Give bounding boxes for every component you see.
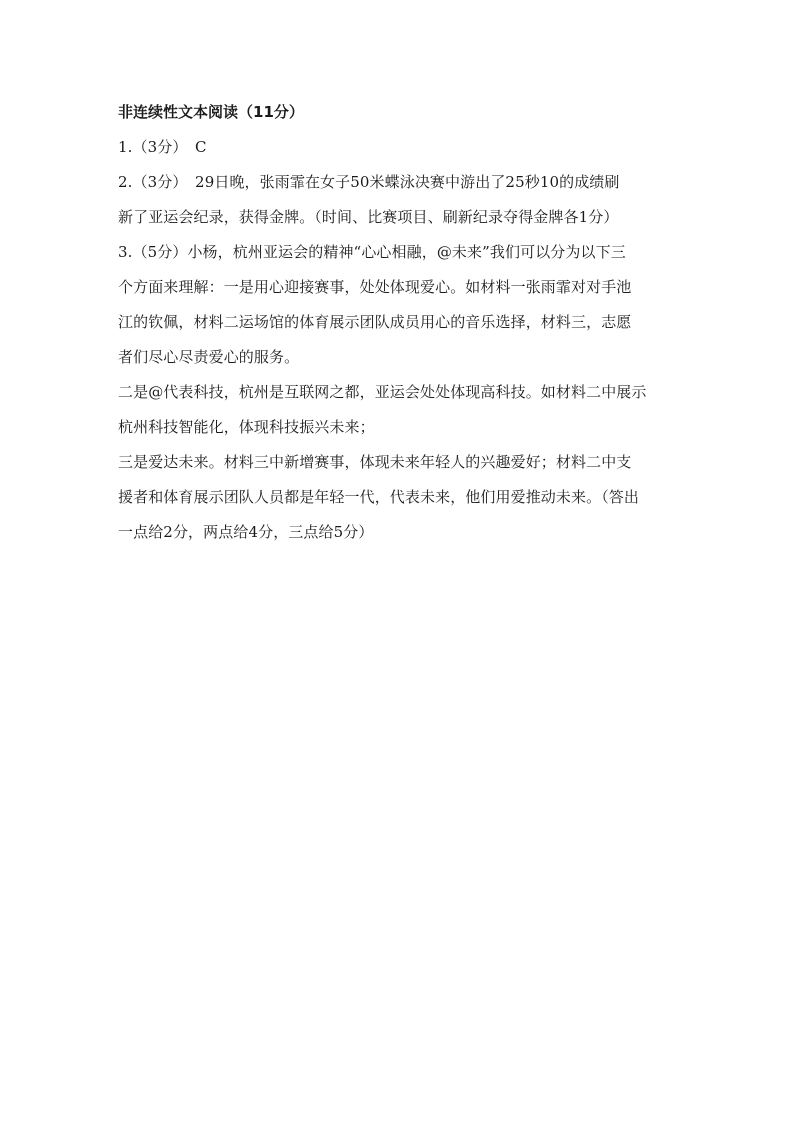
answer-2-line-1: 2.（3分） 29日晚，张雨霏在女子50米蝶泳决赛中游出了25秒10的成绩刷: [118, 173, 620, 191]
answer-3-line-1: 3.（5分）小杨，杭州亚运会的精神“心心相融，@未来”我们可以分为以下三: [118, 243, 626, 261]
section-title: 非连续性文本阅读（11分）: [118, 103, 304, 121]
answer-3-line-4: 者们尽心尽责爱心的服务。: [118, 348, 300, 366]
answer-2-line-2: 新了亚运会纪录，获得金牌。（时间、比赛项目、刷新纪录夺得金牌各1分）: [118, 208, 619, 226]
answer-3-line-3: 江的钦佩，材料二运场馆的体育展示团队成员用心的音乐选择，材料三，志愿: [118, 313, 632, 331]
answer-3-line-7: 三是爱达未来。材料三中新增赛事，体现未来年轻人的兴趣爱好；材料二中支: [118, 453, 632, 471]
answer-3-line-8: 援者和体育展示团队人员都是年轻一代，代表未来，他们用爱推动未来。（答出: [118, 488, 640, 506]
document-body: [118, 100, 688, 555]
answer-3-line-2: 个方面来理解：一是用心迎接赛事，处处体现爱心。如材料一张雨霏对对手池: [118, 278, 632, 296]
answer-3-line-6: 杭州科技智能化，体现科技振兴未来；: [118, 418, 375, 436]
answer-3-line-9: 一点给2分，两点给4分，三点给5分）: [118, 523, 374, 541]
answer-3-line-5: 二是@代表科技，杭州是互联网之都，亚运会处处体现高科技。如材料二中展示: [118, 383, 647, 401]
answer-1: 1.（3分） C: [118, 138, 207, 156]
